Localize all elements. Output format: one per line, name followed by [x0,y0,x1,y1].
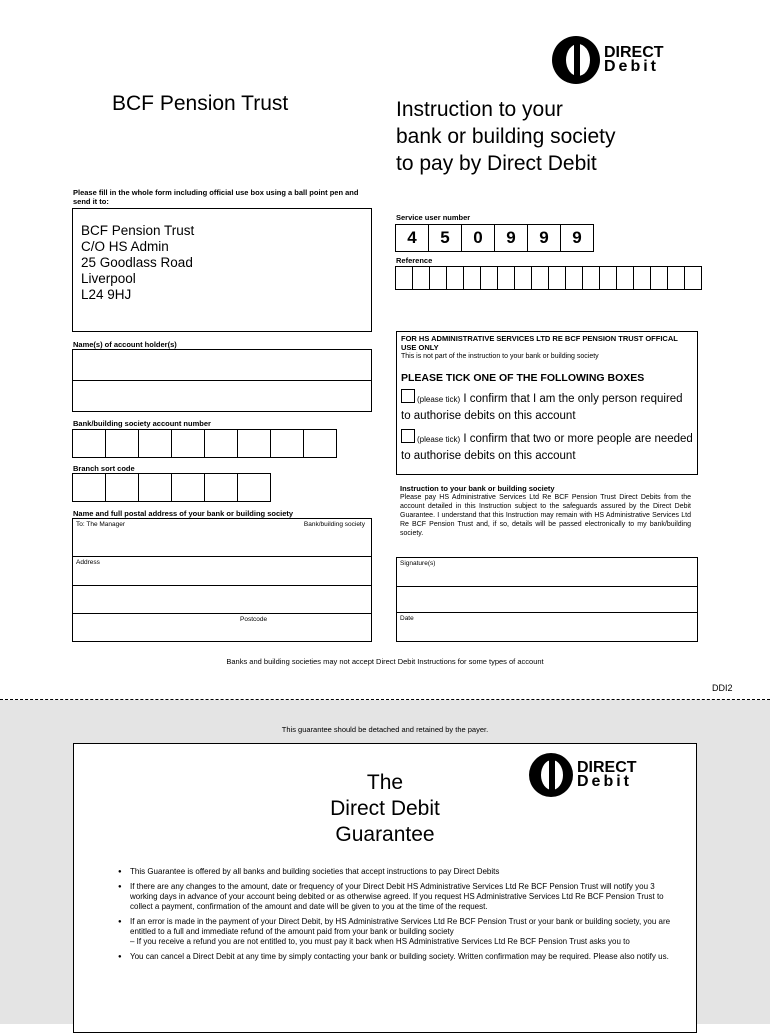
bank-to-label: To: The Manager [76,521,126,528]
instruction-title [396,96,615,177]
guarantee-title-line: Guarantee [335,823,435,846]
account-number-cell[interactable] [204,429,238,458]
detach-note: This guarantee should be detached and retained by the payer. [281,725,489,734]
guarantee-bullet [116,882,676,912]
logo-line-1: DIRECT [604,44,664,61]
guarantee-bullet [116,952,676,962]
guarantee-box [73,743,697,1033]
instruction-title-line: Instruction to your [396,98,563,121]
service-user-digit: 9 [527,224,561,252]
reference-cell[interactable] [412,266,430,290]
account-number-cell[interactable] [72,429,106,458]
account-holder-label: Name(s) of account holder(s) [73,340,177,349]
account-holder-input-1[interactable] [72,349,372,381]
sort-code-cell[interactable] [105,473,139,502]
sort-code-label: Branch sort code [73,464,135,473]
guarantee-bullet-subtext: – If you receive a refund you are not entitled to, you must pay it back when HS Administrative Services Ltd Re BCF Pension Trust asks you to [130,937,630,946]
logo-line-1: DIRECT [577,759,637,776]
official-use-note: This is not part of the instruction to your bank or building society [401,353,599,360]
reference-input[interactable] [395,266,702,290]
tick-checkbox-joint[interactable] [401,429,415,443]
reference-cell[interactable] [667,266,685,290]
instruction-title-line: bank or building society [396,125,616,148]
address-line: C/O HS Admin [81,239,169,254]
account-number-label: Bank/building society account number [73,419,211,428]
tick-option-joint-text: I confirm that two or more people are needed to authorise debits on this account [401,433,693,462]
sort-code-cell[interactable] [204,473,238,502]
reference-cell[interactable] [650,266,668,290]
account-number-cell[interactable] [303,429,337,458]
guarantee-bullet-text: This Guarantee is offered by all banks and building societies that accept instructions to pay Direct Debits [130,867,500,876]
sort-code-cell[interactable] [237,473,271,502]
service-user-digit: 4 [395,224,429,252]
reference-cell[interactable] [548,266,566,290]
guarantee-bullet-text: If an error is made in the payment of your Direct Debit, by HS Administrative Services Ltd Re BCF Pension Trust or your bank or building society, you are entitled to a full and immediate refund of the amount paid from your bank or building society [130,917,671,936]
bank-address-box[interactable] [72,518,372,642]
guarantee-list [116,867,676,967]
address-line: L24 9HJ [81,287,132,302]
bank-postcode-label: Postcode [240,616,268,623]
reference-cell[interactable] [616,266,634,290]
reference-cell[interactable] [633,266,651,290]
service-user-label: Service user number [396,213,471,222]
service-user-digit: 9 [560,224,594,252]
reference-cell[interactable] [599,266,617,290]
tick-option-sole-text: I confirm that I am the only person required to authorise debits on this account [401,393,683,422]
account-number-input[interactable] [72,429,337,458]
guarantee-bullet-text: You can cancel a Direct Debit at any time by simply contacting your bank or building society. Written confirmation may be required. Please also notify us. [130,952,669,961]
account-number-cell[interactable] [270,429,304,458]
bank-instruction-body: Please pay HS Administrative Services Ltd Re BCF Pension Trust Direct Debits from the account detailed in this Instruction subject to the safeguards assured by the Direct Debit Guarantee. I understand that this Instruction may remain with HS Administrative Services Ltd Re BCF Pension Trust and, if so, details will be passed electronically to my bank/building society. [400,494,691,537]
account-holder-input-2[interactable] [72,380,372,412]
sort-code-cell[interactable] [138,473,172,502]
tick-heading: PLEASE TICK ONE OF THE FOLLOWING BOXES [401,372,645,384]
signature-label: Signature(s) [400,560,436,567]
direct-debit-logo [552,36,664,84]
service-user-digit: 0 [461,224,495,252]
footer-note: Banks and building societies may not accept Direct Debit Instructions for some types of account [226,657,544,666]
account-number-cell[interactable] [138,429,172,458]
logo-line-2: Debit [577,773,632,790]
bank-instruction [400,484,691,538]
bank-name-label: Bank/building society [303,521,365,528]
address-line: Liverpool [81,271,136,286]
bank-address-field-label: Address [76,559,100,566]
guarantee-logo [529,753,637,797]
service-user-number [395,224,594,252]
reference-cell[interactable] [446,266,464,290]
date-label: Date [400,615,414,622]
official-use-box [396,331,698,475]
account-number-cell[interactable] [105,429,139,458]
guarantee-title-line: Direct Debit [330,797,440,820]
bank-address-label: Name and full postal address of your bank or building society [73,509,294,518]
send-to-note: Please fill in the whole form including official use box using a ball point pen and send it to: [73,188,359,206]
guarantee-bullet [116,917,676,947]
reference-label: Reference [396,256,433,265]
reference-cell[interactable] [463,266,481,290]
direct-debit-logo-icon [529,753,573,797]
reference-cell[interactable] [684,266,702,290]
service-user-digit: 5 [428,224,462,252]
reference-cell[interactable] [531,266,549,290]
service-user-digit: 9 [494,224,528,252]
guarantee-section [0,700,770,1024]
reference-cell[interactable] [497,266,515,290]
reference-cell[interactable] [395,266,413,290]
instruction-title-line: to pay by Direct Debit [396,152,597,175]
tick-hint: (please tick) [417,435,461,444]
guarantee-bullet [116,867,676,877]
address-line: BCF Pension Trust [81,223,195,238]
tick-hint: (please tick) [417,395,461,404]
logo-line-2: Debit [604,58,659,75]
reference-cell[interactable] [429,266,447,290]
reference-cell[interactable] [582,266,600,290]
guarantee-bullet-text: If there are any changes to the amount, date or frequency of your Direct Debit HS Administrative Services Ltd Re BCF Pension Trust will notify you 3 working days in advance of your account being debited or as otherwise agreed. If you request HS Administrative Services Ltd Re BCF Pension Trust to collect a payment, confirmation of the amount and date will be given to you at the time of the request. [130,882,664,911]
org-title: BCF Pension Trust [112,92,289,115]
bank-instruction-title: Instruction to your bank or building society [400,484,555,493]
sort-code-cell[interactable] [171,473,205,502]
reference-cell[interactable] [480,266,498,290]
guarantee-title [274,770,496,848]
send-to-address-box [72,208,372,332]
account-number-cell[interactable] [171,429,205,458]
official-use-title: FOR HS ADMINISTRATIVE SERVICES LTD RE BCF PENSION TRUST OFFICAL USE ONLY [401,334,678,352]
sort-code-input[interactable] [72,473,271,502]
address-line: 25 Goodlass Road [81,255,193,270]
signature-box[interactable] [396,557,698,642]
sort-code-cell[interactable] [72,473,106,502]
reference-cell[interactable] [514,266,532,290]
account-number-cell[interactable] [237,429,271,458]
tick-checkbox-sole[interactable] [401,389,415,403]
guarantee-title-line: The [366,771,404,794]
reference-cell[interactable] [565,266,583,290]
form-code: DDI2 [712,683,733,693]
direct-debit-logo-icon [552,36,600,84]
